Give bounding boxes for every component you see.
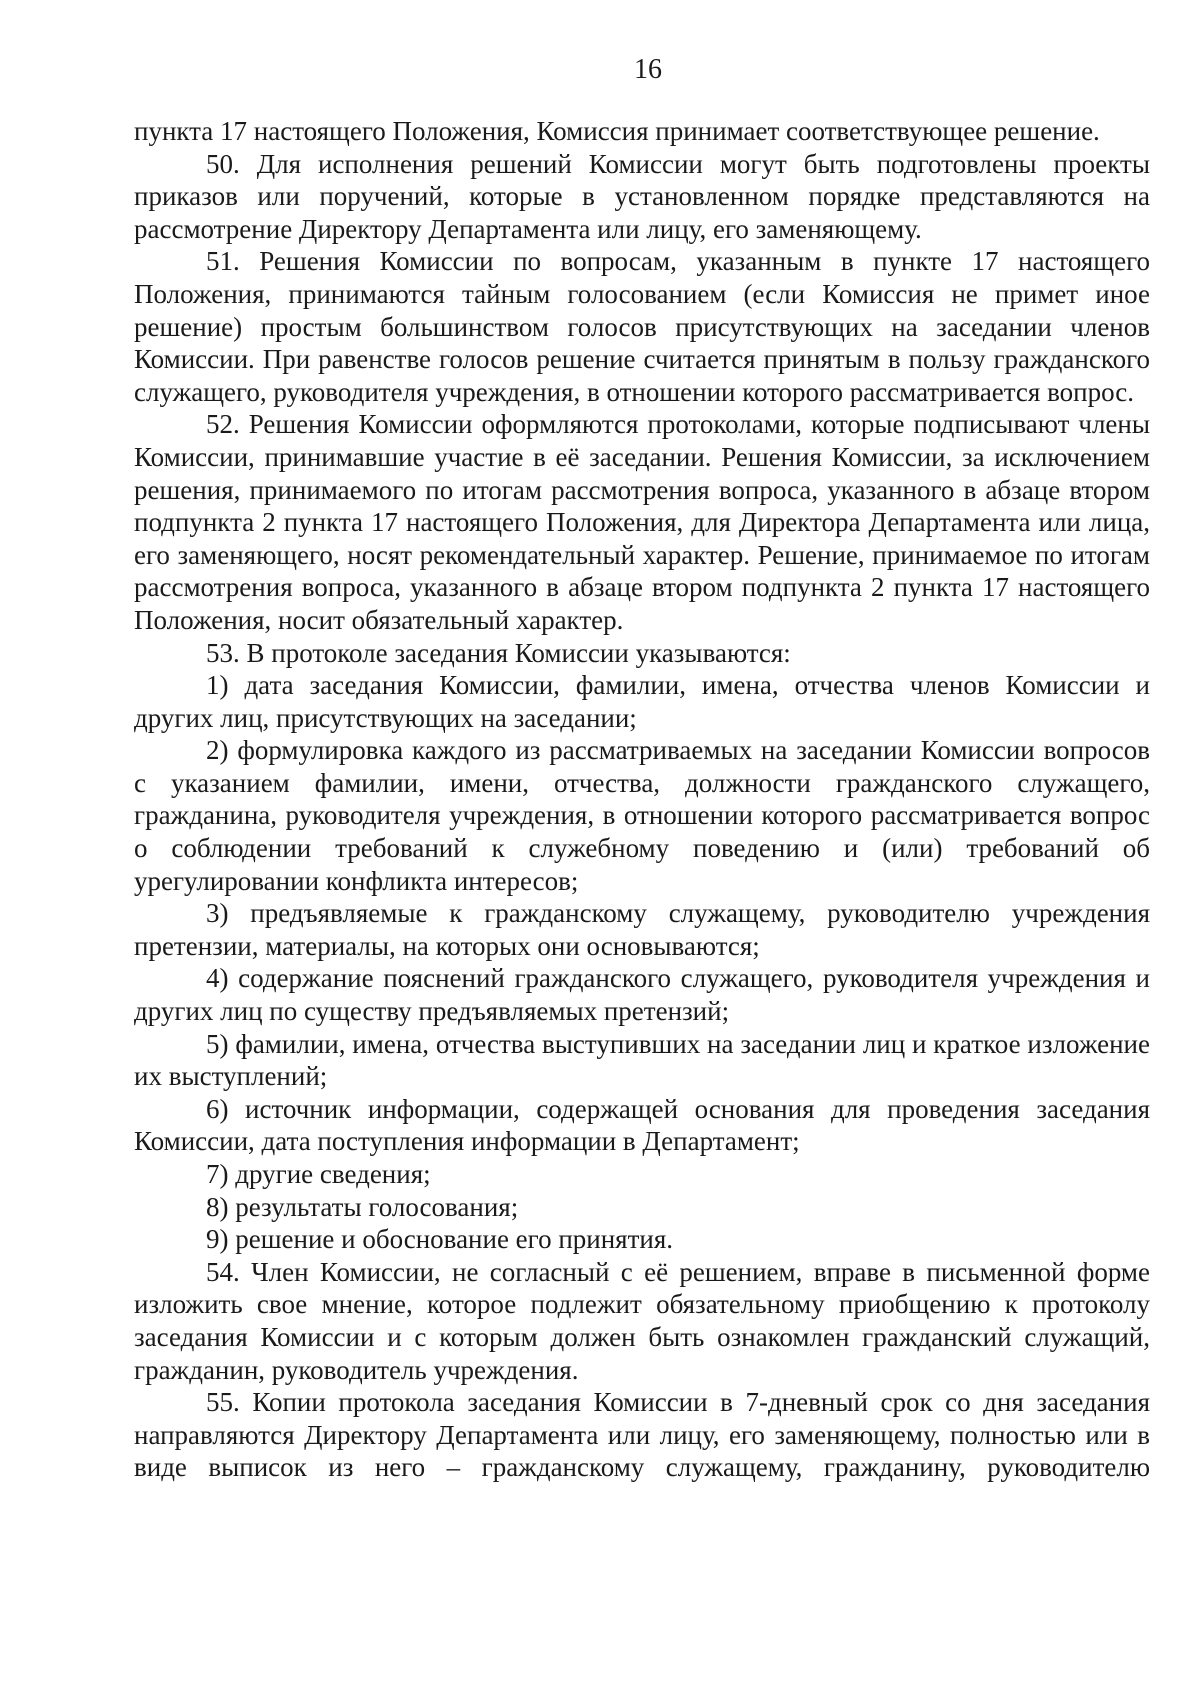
paragraph-item-54: 54. Член Комиссии, не согласный с её решением, вправе в письменной форме изложить свое мнение, которое подлежит обязательному приобщению к протоколу заседания Комиссии и с которым должен быть ознакомлен гражданский служащий, гражданин, руководитель учреждения. [134,1256,1150,1385]
paragraph-item-52: 52. Решения Комиссии оформляются протоколами, которые подписывают члены Комиссии, принимавшие участие в её заседании. Решения Комиссии, за исключением решения, принимаемого по итогам рассмотрения вопроса, указанного в абзаце втором подпункта 2 пункта 17 настоящего Положения, для Директора Департамента или лица, его заменяющего, носят рекомендательный характер. Решение, принимаемое по итогам рассмотрения вопроса, указанного в абзаце втором подпункта 2 пункта 17 настоящего Положения, носит обязательный характер. [134,409,1150,635]
subitem-5: 5) фамилии, имена, отчества выступивших на заседании лиц и краткое изложение их выступлений; [134,1028,1150,1092]
document-body [134,115,1150,1484]
page-number: 16 [634,54,662,85]
subitem-8: 8) результаты голосования; [206,1191,519,1222]
paragraph-item-51: 51. Решения Комиссии по вопросам, указанным в пункте 17 настоящего Положения, принимаются тайным голосованием (если Комиссия не примет иное решение) простым большинством голосов присутствующих на заседании членов Комиссии. При равенстве голосов решение считается принятым в пользу гражданского служащего, руководителя учреждения, в отношении которого рассматривается вопрос. [134,246,1150,407]
subitem-3: 3) предъявляемые к гражданскому служащему, руководителю учреждения претензии, материалы, на которых они основываются; [134,898,1150,961]
paragraph-item-53: 53. В протоколе заседания Комиссии указываются: [206,637,791,668]
subitem-6: 6) источник информации, содержащей основания для проведения заседания Комиссии, дата поступления информации в Департамент; [134,1093,1150,1157]
subitem-7: 7) другие сведения; [206,1159,431,1189]
paragraph-item-50: 50. Для исполнения решений Комиссии могут быть подготовлены проекты приказов или поручений, которые в установленном порядке представляются на рассмотрение Директору Департамента или лицу, его заменяющему. [134,148,1150,244]
subitem-1: 1) дата заседания Комиссии, фамилии, имена, отчества членов Комиссии и других лиц, присутствующих на заседании; [134,670,1150,733]
subitem-2: 2) формулировка каждого из рассматриваемых на заседании Комиссии вопросов с указанием фамилии, имени, отчества, должности гражданского служащего, гражданина, руководителя учреждения, в отношении которого рассматривается вопрос о соблюдении требований к служебному поведению и (или) требований об урегулировании конфликта интересов; [134,735,1150,896]
subitem-9: 9) решение и обоснование его принятия. [206,1224,674,1255]
subitem-4: 4) содержание пояснений гражданского служащего, руководителя учреждения и других лиц по существу предъявляемых претензий; [134,963,1150,1027]
paragraph-item-55: 55. Копии протокола заседания Комиссии в 7-дневный срок со дня заседания направляются Директору Департамента или лицу, его заменяющему, полностью или в виде выписок из него – гражданскому служащему, гражданину, руководителю [134,1387,1150,1483]
paragraph-continuation: пункта 17 настоящего Положения, Комиссия принимает соответствующее решение. [134,116,1100,146]
